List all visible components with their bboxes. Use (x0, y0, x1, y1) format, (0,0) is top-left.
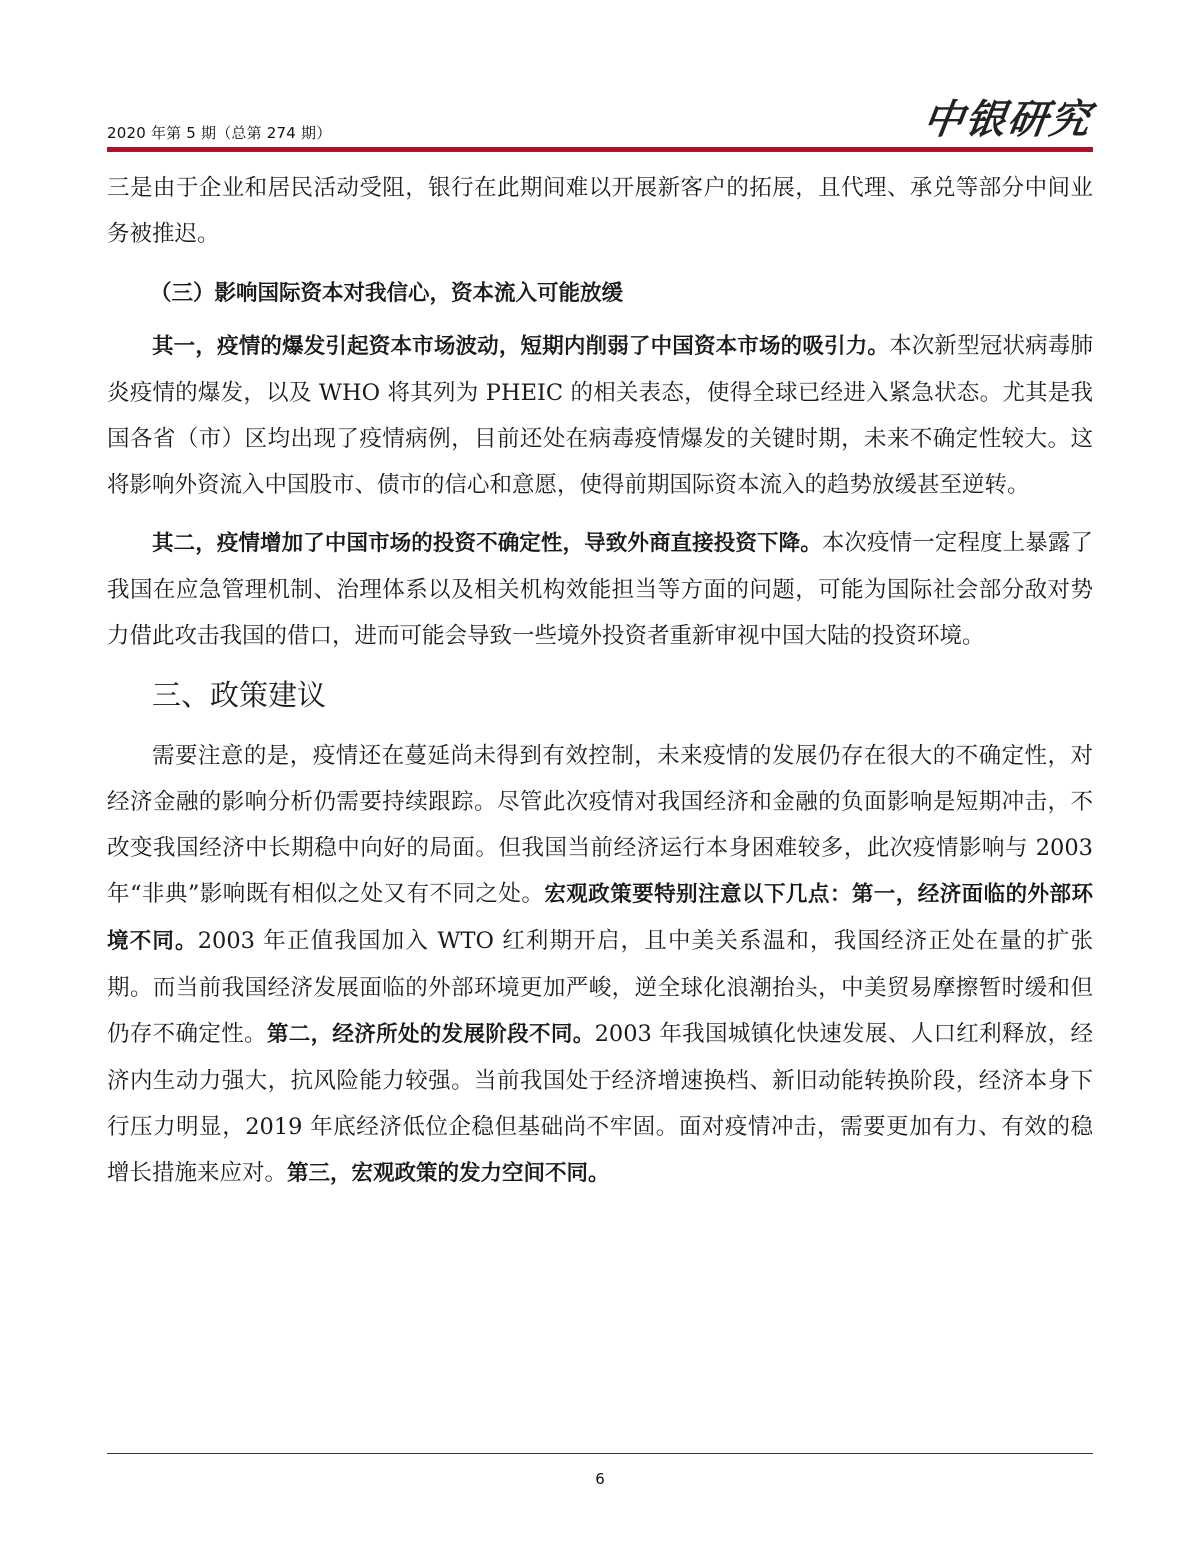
page-number: 6 (595, 1470, 605, 1488)
paragraph-second-point (107, 520, 1093, 659)
paragraph-bold-text: 第三，宏观政策的发力空间不同。 (287, 1161, 610, 1186)
publication-logo: 中银研究 (920, 96, 1095, 143)
issue-label: 2020 年第 5 期（总第 274 期） (107, 124, 332, 142)
paragraph-text: 本次新型冠状病毒肺炎疫情的爆发，以及 WHO 将其列为 PHEIC 的相关表态，使得全球已经进入紧急状态。尤其是我国各省（市）区均出现了疫情病例，目前还处在病毒疫情爆发的关键时期，未来不确定性较大。这将影响外资流入中国股市、债市的信心和意愿，使得前期国际资本流入的趋势放缓甚至逆转。 (107, 333, 1093, 498)
section-heading: 三、政策建议 (151, 678, 326, 712)
paragraph-text: 本次疫情一定程度上暴露了我国在应急管理机制、治理体系以及相关机构效能担当等方面的问题，可能为国际社会部分敌对势力借此攻击我国的借口，进而可能会导致一些境外投资者重新审视中国大陆的投资环境。 (107, 530, 1093, 649)
paragraph-first-point (107, 323, 1093, 508)
paragraph-text: 2003 年我国城镇化快速发展、人口红利释放，经济内生动力强大，抗风险能力较强。当前我国处于经济增速换档、新旧动能转换阶段，经济本身下行压力明显，2019 年底经济低位企稳但基础尚不牢固。面对疫情冲击，需要更加有力、有效的稳增长措施来应对。 (107, 1021, 1093, 1186)
paragraph-text: 需要注意的是，疫情还在蔓延尚未得到有效控制，未来疫情的发展仍存在很大的不确定性，对经济金融的影响分析仍需要持续跟踪。尽管此次疫情对我国经济和金融的负面影响是短期冲击，不改变我国经济中长期稳中向好的局面。但我国当前经济运行本身困难较多，此次疫情影响与 2003 年“非典”影响既有相似之处又有不同之处。 (107, 743, 1093, 907)
article-body (107, 165, 1093, 1197)
subsection-heading: （三）影响国际资本对我信心，资本流入可能放缓 (150, 281, 624, 306)
header-divider (107, 147, 1093, 152)
paragraph-text: 2003 年正值我国加入 WTO 红利期开启，且中美关系温和，我国经济正处在量的扩张期。而当前我国经济发展面临的外部环境更加严峻，逆全球化浪潮抬头，中美贸易摩擦暂时缓和但仍存不确定性。 (107, 928, 1093, 1047)
paragraph-lead: 其一，疫情的爆发引起资本市场波动，短期内削弱了中国资本市场的吸引力。 (152, 334, 890, 359)
paragraph-bold-text: 第二，经济所处的发展阶段不同。 (266, 1022, 595, 1047)
paragraph-bold-text: 宏观政策要特别注意以下几点：第一，经济面临的外部环境不同。 (107, 882, 1093, 954)
paragraph-lead: 其二，疫情增加了中国市场的投资不确定性，导致外商直接投资下降。 (152, 531, 822, 556)
paragraph-policy (107, 733, 1093, 1197)
paragraph-continued: 三是由于企业和居民活动受阻，银行在此期间难以开展新客户的拓展，且代理、承兑等部分中间业务被推迟。 (107, 175, 1093, 247)
footer-divider (107, 1453, 1093, 1454)
